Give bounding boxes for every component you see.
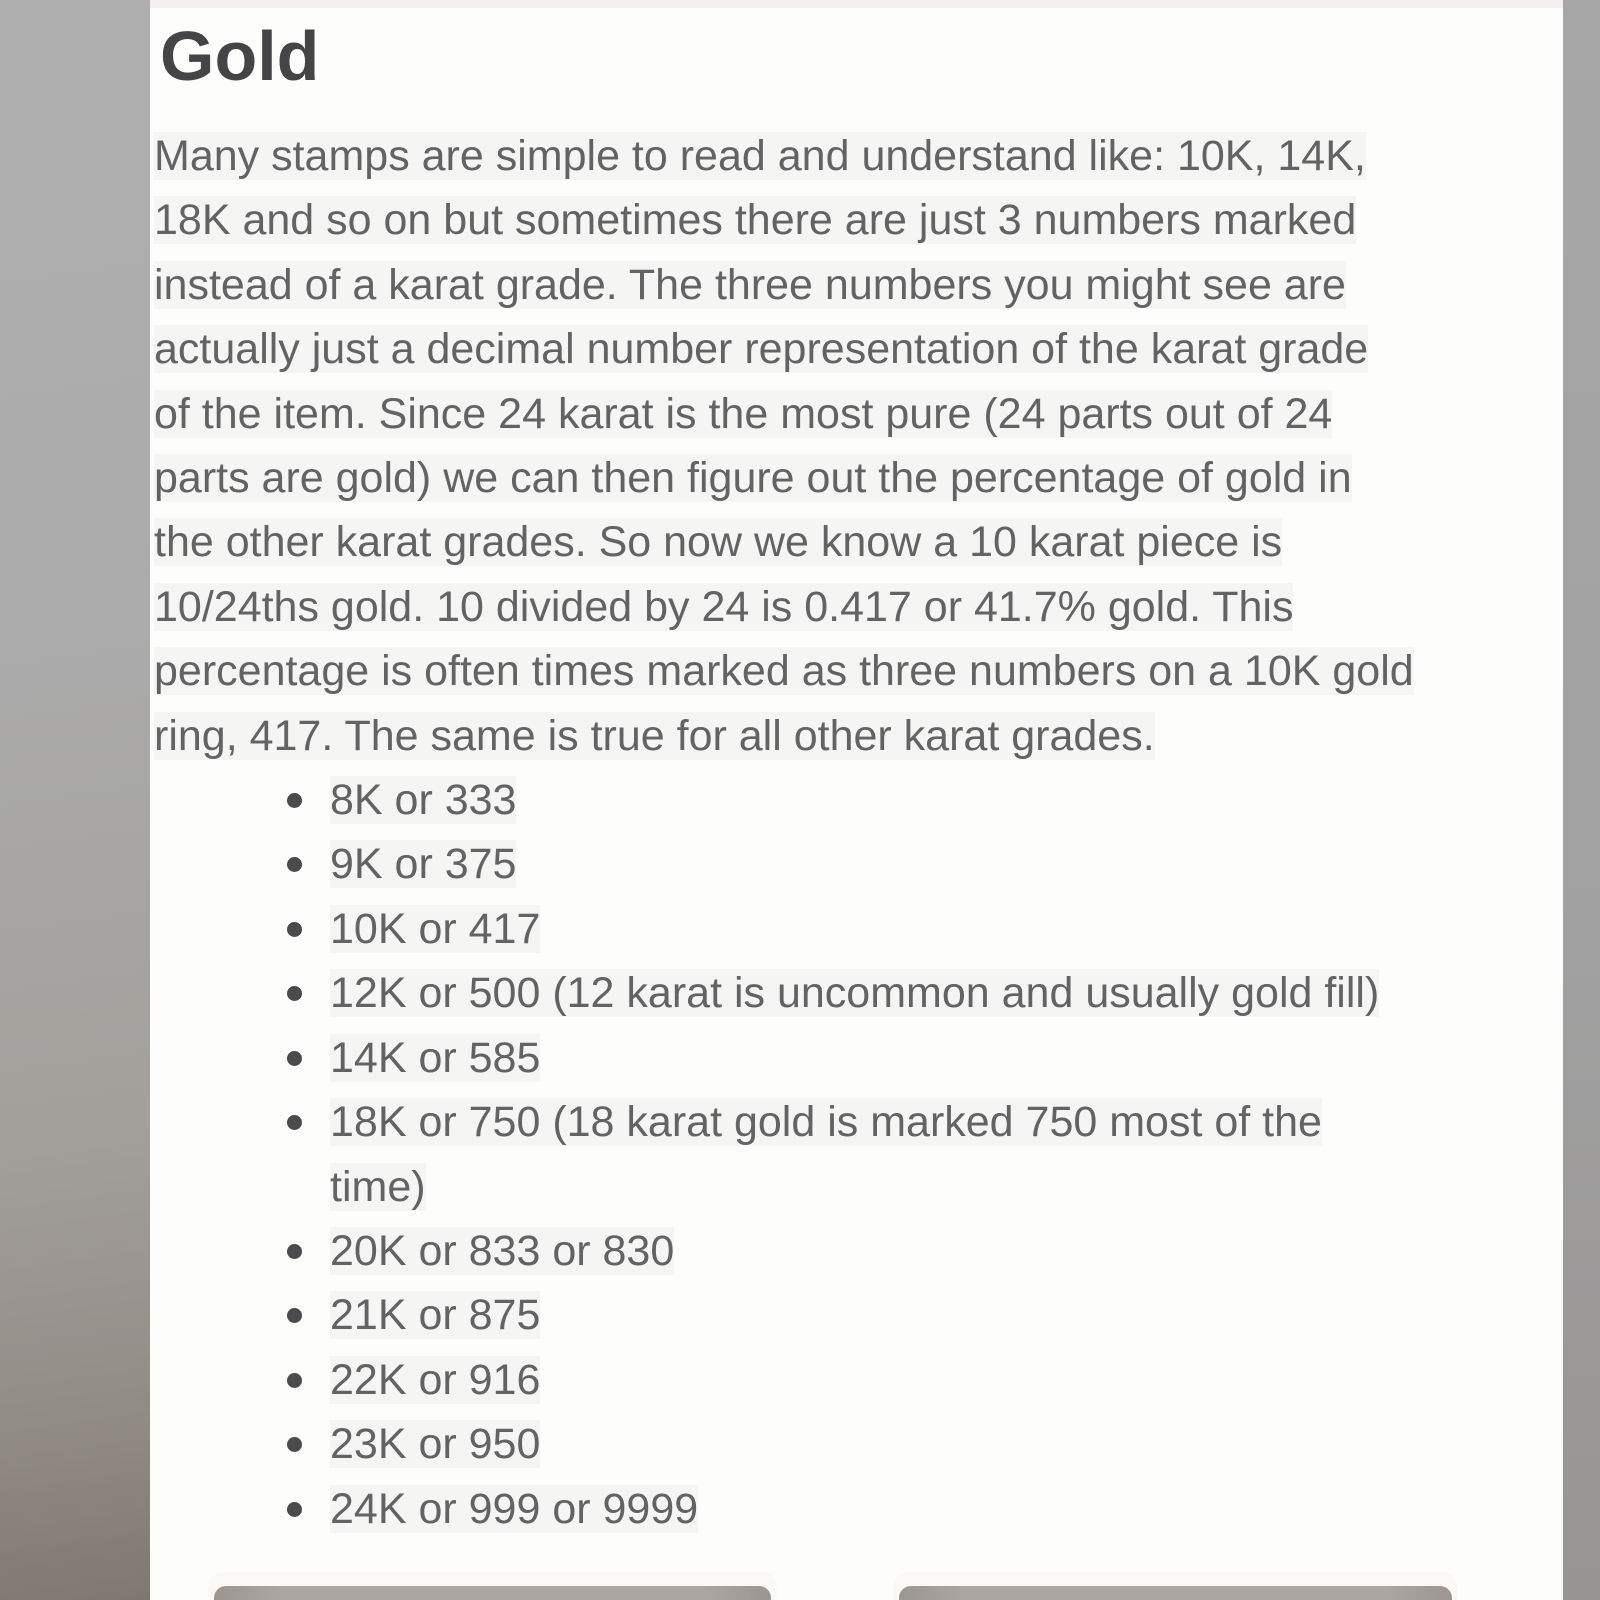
list-item xyxy=(154,832,1554,896)
list-item xyxy=(154,1283,1554,1347)
paragraph-line: of the item. Since 24 karat is the most pure (24 parts out of 24 xyxy=(154,389,1333,438)
bullet-icon xyxy=(287,1373,302,1388)
list-item-line: 21K or 875 xyxy=(330,1291,541,1340)
list-item-line: 24K or 999 or 9999 xyxy=(330,1484,699,1533)
list-item xyxy=(154,961,1554,1025)
list-item-line: 12K or 500 (12 karat is uncommon and usually gold fill) xyxy=(330,969,1380,1018)
list-item-line: 22K or 916 xyxy=(330,1355,541,1404)
paragraph-line: 10/24ths gold. 10 divided by 24 is 0.417 or 41.7% gold. This xyxy=(154,582,1294,631)
list-item xyxy=(154,1477,1554,1541)
paragraph-line: percentage is often times marked as three numbers on a 10K gold xyxy=(154,647,1414,696)
karat-grade-list xyxy=(154,768,1554,1541)
list-item xyxy=(154,897,1554,961)
paragraph-line: parts are gold) we can then figure out the percentage of gold in xyxy=(154,454,1352,503)
paragraph-line: Many stamps are simple to read and understand like: 10K, 14K, xyxy=(154,132,1366,180)
list-item xyxy=(154,1348,1554,1412)
photo-border-left xyxy=(0,0,150,1600)
bottom-button-1-face xyxy=(214,1586,771,1600)
list-item-line: 8K or 333 xyxy=(330,776,517,825)
bottom-button-2[interactable] xyxy=(893,1572,1458,1600)
paragraph-line: the other karat grades. So now we know a 10 karat piece is xyxy=(154,518,1283,567)
list-item xyxy=(154,1090,1554,1219)
bottom-button-2-face xyxy=(899,1586,1452,1600)
bottom-button-1[interactable] xyxy=(208,1572,777,1600)
bullet-icon xyxy=(287,1115,302,1130)
list-item xyxy=(154,1219,1554,1283)
bullet-icon xyxy=(287,1502,302,1517)
bullet-icon xyxy=(287,1308,302,1323)
paragraph-line: actually just a decimal number representation of the karat grade xyxy=(154,325,1369,374)
bullet-icon xyxy=(287,1051,302,1066)
list-item-line: 9K or 375 xyxy=(330,840,517,889)
bullet-icon xyxy=(287,1244,302,1259)
bullet-icon xyxy=(287,793,302,808)
list-item-line: 20K or 833 or 830 xyxy=(330,1226,675,1275)
bullet-icon xyxy=(287,1437,302,1452)
list-item-line: time) xyxy=(330,1162,426,1211)
list-item-line: 10K or 417 xyxy=(330,904,541,953)
bullet-icon xyxy=(287,986,302,1001)
paragraph-line: instead of a karat grade. The three numbers you might see are xyxy=(154,260,1346,309)
bullet-icon xyxy=(287,922,302,937)
page-title: Gold xyxy=(160,17,320,95)
bullet-icon xyxy=(287,857,302,872)
page-content xyxy=(154,6,1554,1541)
list-item-line: 18K or 750 (18 karat gold is marked 750 most of the xyxy=(330,1098,1322,1147)
list-item xyxy=(154,1412,1554,1476)
list-item xyxy=(154,1026,1554,1090)
document-page xyxy=(150,0,1563,1600)
paragraph-line: ring, 417. The same is true for all other karat grades. xyxy=(154,711,1155,760)
intro-paragraph xyxy=(154,124,1554,768)
list-item xyxy=(154,768,1554,832)
list-item-line: 23K or 950 xyxy=(330,1420,541,1469)
photo-border-right xyxy=(1563,0,1600,1600)
list-item-line: 14K or 585 xyxy=(330,1033,541,1082)
paragraph-line: 18K and so on but sometimes there are just 3 numbers marked xyxy=(154,196,1357,245)
